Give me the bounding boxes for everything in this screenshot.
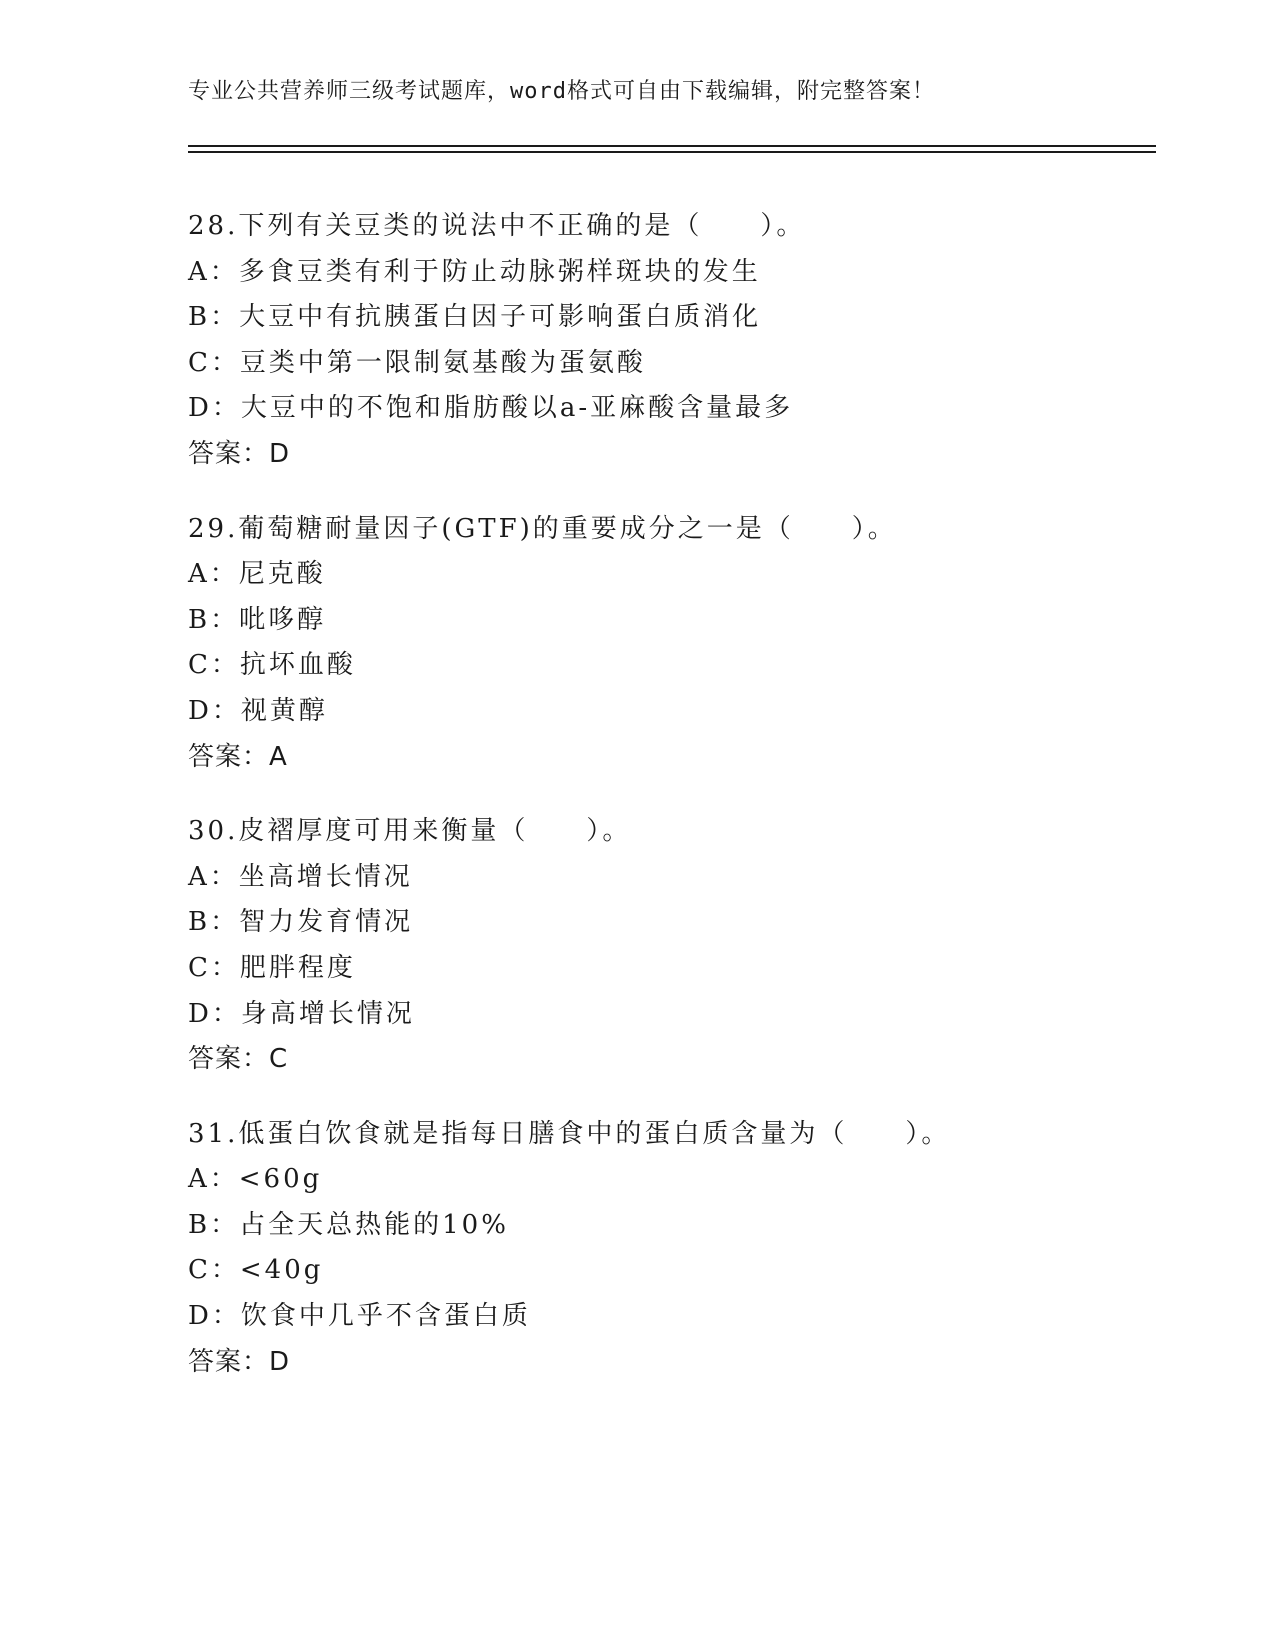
question-28	[188, 204, 1148, 478]
answer-line: 答案：C	[188, 1044, 289, 1075]
option-d: D：身高增长情况	[188, 998, 415, 1029]
option-a: A：多食豆类有利于防止动脉粥样斑块的发生	[188, 256, 761, 287]
question-30	[188, 809, 1148, 1083]
answer-line: 答案：D	[188, 438, 291, 469]
question-list	[188, 204, 1148, 1414]
option-d: D：视黄醇	[188, 695, 328, 726]
option-c: C：豆类中第一限制氨基酸为蛋氨酸	[188, 347, 646, 378]
question-stem: 31.低蛋白饮食就是指每日膳食中的蛋白质含量为（ ）。	[188, 1118, 951, 1149]
question-stem: 29.葡萄糖耐量因子(GTF)的重要成分之一是（ ）。	[188, 513, 897, 544]
question-stem: 28.下列有关豆类的说法中不正确的是（ ）。	[188, 211, 806, 241]
option-d: D：饮食中几乎不含蛋白质	[188, 1301, 531, 1332]
option-b: B：大豆中有抗胰蛋白因子可影响蛋白质消化	[188, 302, 762, 333]
option-b: B：占全天总热能的10%	[188, 1209, 509, 1240]
option-b: B：智力发育情况	[188, 907, 414, 938]
option-a: A：尼克酸	[188, 559, 326, 590]
question-31	[188, 1112, 1148, 1386]
answer-line: 答案：D	[188, 1346, 291, 1377]
option-a: A：坐高增长情况	[188, 861, 413, 892]
option-d: D：大豆中的不饱和脂肪酸以a-亚麻酸含量最多	[188, 393, 794, 424]
page-header: 专业公共营养师三级考试题库，word格式可自由下载编辑，附完整答案！	[188, 79, 935, 104]
answer-line: 答案：A	[188, 741, 288, 772]
option-b: B：吡哆醇	[188, 604, 327, 635]
option-c: C：肥胖程度	[188, 952, 356, 983]
question-29	[188, 507, 1148, 781]
header-divider	[188, 145, 1156, 153]
option-a: A：<60g	[188, 1164, 323, 1195]
option-c: C：<40g	[188, 1255, 324, 1286]
option-c: C：抗坏血酸	[188, 650, 356, 681]
question-stem: 30.皮褶厚度可用来衡量（ ）。	[188, 816, 632, 847]
